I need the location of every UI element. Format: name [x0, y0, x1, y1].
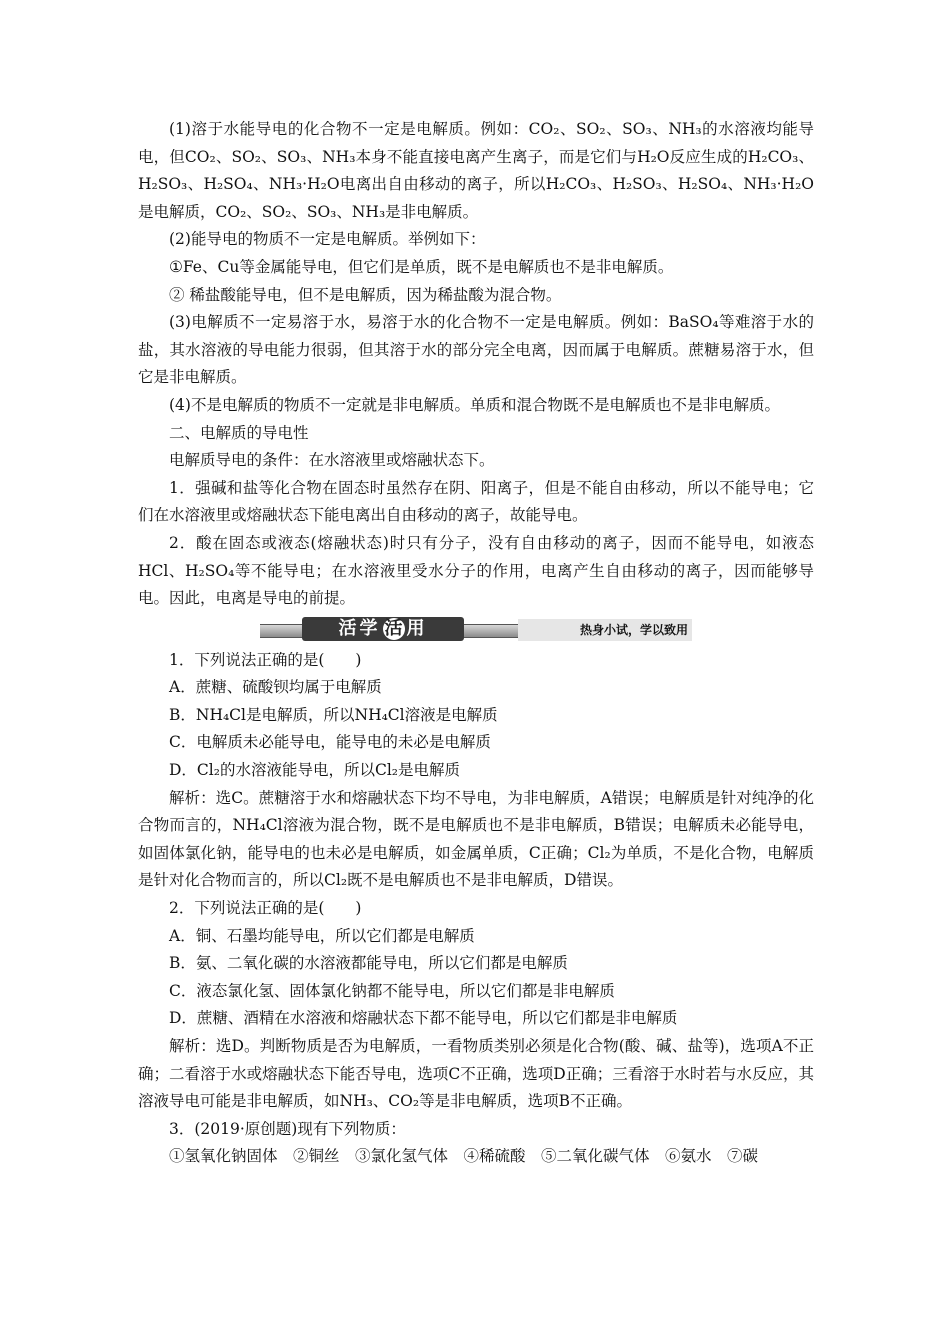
- paragraph-6: (4)不是电解质的物质不一定就是非电解质。单质和混合物既不是电解质也不是非电解质。: [169, 395, 780, 414]
- banner-tag: [302, 617, 464, 641]
- q1-analysis: 解析：选C。蔗糖溶于水和熔融状态下均不导电，为非电解质，A错误；电解质是针对纯净的化合物而言的，NH₄Cl溶液为混合物，既不是电解质也不是非电解质，B错误；电解质未必能导电，如固体氯化钠，能导电的也未必是电解质，如金属单质，C正确；Cl₂为单质，不是化合物，电解质是针对化合物而言的，所以Cl₂既不是电解质也不是非电解质，D错误。: [138, 788, 814, 890]
- q1-option-a: A．蔗糖、硫酸钡均属于电解质: [169, 678, 382, 697]
- paragraph-4: ② 稀盐酸能导电，但不是电解质，因为稀盐酸为混合物。: [169, 285, 562, 304]
- paragraph-8: 1．强碱和盐等化合物在固态时虽然存在阴、阳离子，但是不能自由移动，所以不能导电；它们在水溶液里或熔融状态下能电离出自由移动的离子，故能导电。: [138, 478, 814, 525]
- question-1: 1．下列说法正确的是( ): [169, 650, 362, 669]
- practice-banner: [138, 615, 814, 643]
- q2-option-d: D．蔗糖、酒精在水溶液和熔融状态下都不能导电，所以它们都是非电解质: [169, 1009, 678, 1028]
- q2-option-a: A．铜、石墨均能导电，所以它们都是电解质: [169, 926, 475, 945]
- question-2: 2．下列说法正确的是( ): [169, 899, 362, 918]
- q2-option-b: B．氨、二氧化碳的水溶液都能导电，所以它们都是电解质: [169, 954, 568, 973]
- paragraph-2: (2)能导电的物质不一定是电解质。举例如下：: [169, 230, 486, 249]
- paragraph-1: (1)溶于水能导电的化合物不一定是电解质。例如：CO₂、SO₂、SO₃、NH₃的水溶液均能导电，但CO₂、SO₂、SO₃、NH₃本身不能直接电离产生离子，而是它们与H₂O反应生成的H₂CO₃、H₂SO₃、H₂SO₄、NH₃·H₂O电离出自由移动的离子，所以H₂CO₃、H₂SO₃、H₂SO₄、NH₃·H₂O是电解质，CO₂、SO₂、SO₃、NH₃是非电解质。: [138, 120, 814, 221]
- banner-tag-highlight: 活: [384, 617, 403, 639]
- paragraph-5: (3)电解质不一定易溶于水，易溶于水的化合物不一定是电解质。例如：BaSO₄等难溶于水的盐，其水溶液的导电能力很弱，但其溶于水的部分完全电离，因而属于电解质。蔗糖易溶于水，但它是非电解质。: [138, 313, 814, 387]
- document-page: [138, 116, 814, 1171]
- q3-items: ①氢氧化钠固体 ②铜丝 ③氯化氢气体 ④稀硫酸 ⑤二氧化碳气体 ⑥氨水 ⑦碳: [169, 1147, 759, 1166]
- banner-tag-part2: 用: [406, 617, 428, 639]
- q2-analysis: 解析：选D。判断物质是否为电解质，一看物质类别必须是化合物(酸、碱、盐等)，选项A不正确；二看溶于水或熔融状态下能否导电，选项C不正确，选项D正确；三看溶于水时若与水反应，其溶液导电可能是非电解质，如NH₃、CO₂等是非电解质，选项B不正确。: [138, 1037, 814, 1111]
- paragraph-3: ①Fe、Cu等金属能导电，但它们是单质，既不是电解质也不是非电解质。: [169, 257, 674, 276]
- question-3: 3．(2019·原创题)现有下列物质：: [169, 1119, 406, 1138]
- q1-option-c: C．电解质未必能导电，能导电的未必是电解质: [169, 733, 491, 752]
- section-heading: 二、电解质的导电性: [169, 423, 309, 442]
- q1-option-b: B．NH₄Cl是电解质，所以NH₄Cl溶液是电解质: [169, 705, 498, 724]
- banner-tag-part1: 活学: [338, 617, 381, 639]
- q1-option-d: D．Cl₂的水溶液能导电，所以Cl₂是电解质: [169, 761, 460, 780]
- paragraph-7: 电解质导电的条件：在水溶液里或熔融状态下。: [169, 451, 495, 470]
- banner-slogan: 热身小试，学以致用: [518, 619, 692, 641]
- paragraph-9: 2．酸在固态或液态(熔融状态)时只有分子，没有自由移动的离子，因而不能导电，如液态HCl、H₂SO₄等不能导电；在水溶液里受水分子的作用，电离产生自由移动的离子，因而能够导电。因此，电离是导电的前提。: [138, 533, 814, 608]
- q2-option-c: C．液态氯化氢、固体氯化钠都不能导电，所以它们都是非电解质: [169, 981, 615, 1000]
